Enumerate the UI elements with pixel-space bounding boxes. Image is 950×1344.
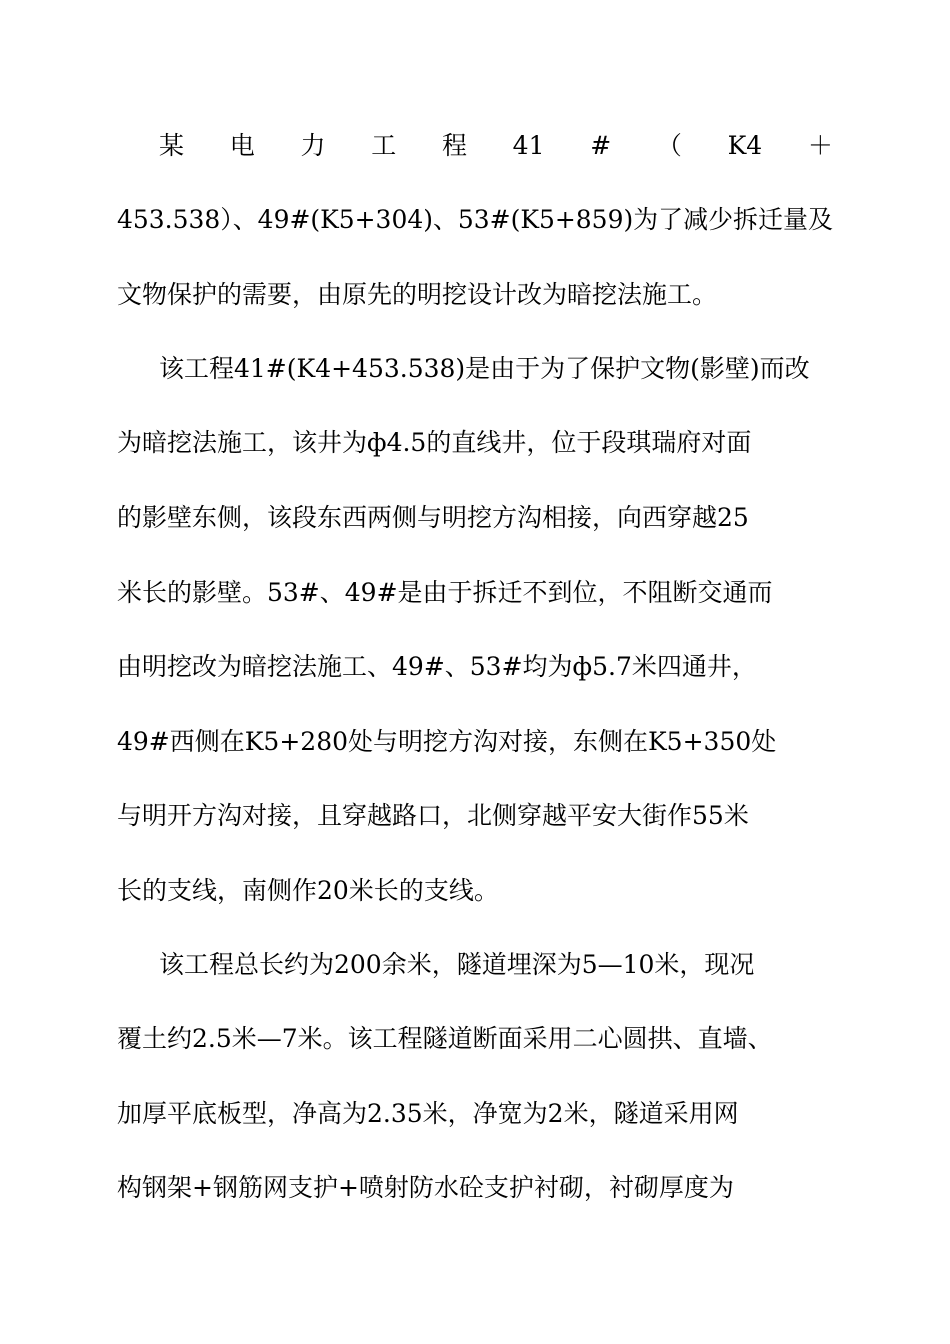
word: 电 — [229, 131, 255, 160]
word: 工 — [371, 131, 397, 160]
word: K4 — [727, 131, 763, 160]
paragraph-1-line-1 — [159, 131, 833, 161]
paragraph-1-line-3: 文物保护的需要，由原先的明挖设计改为暗挖法施工。 — [117, 280, 718, 309]
paragraph-2-line-6: 49#西侧在K5+280处与明挖方沟对接，东侧在K5+350处 — [117, 727, 777, 756]
word: 41 — [512, 131, 545, 160]
paragraph-2-line-3: 的影壁东侧，该段东西两侧与明挖方沟相接，向西穿越25 — [117, 503, 749, 532]
paragraph-3-line-3: 加厚平底板型，净高为2.35米，净宽为2米，隧道采用网 — [117, 1099, 739, 1128]
paragraph-1-line-2: 453.538）、49#(K5+304)、53#(K5+859)为了减少拆迁量及 — [117, 205, 833, 234]
word: 程 — [441, 131, 467, 160]
word: 力 — [300, 131, 326, 160]
paragraph-2-line-1: 该工程41#(K4+453.538)是由于为了保护文物(影壁)而改 — [159, 354, 810, 383]
word: （ — [656, 131, 682, 160]
word: 某 — [159, 131, 185, 160]
paragraph-2-line-8: 长的支线，南侧作20米长的支线。 — [117, 876, 499, 905]
word: # — [590, 131, 612, 160]
paragraph-3-line-4: 构钢架+钢筋网支护+喷射防水砼支护衬砌，衬砌厚度为 — [117, 1173, 734, 1202]
paragraph-2-line-7: 与明开方沟对接，且穿越路口，北侧穿越平安大街作55米 — [117, 801, 749, 830]
paragraph-3-line-1: 该工程总长约为200余米，隧道埋深为5—10米，现况 — [159, 950, 755, 979]
paragraph-3-line-2: 覆土约2.5米—7米。该工程隧道断面采用二心圆拱、直墙、 — [117, 1024, 773, 1053]
paragraph-2-line-4: 米长的影壁。53#、49#是由于拆迁不到位，不阻断交通而 — [117, 578, 773, 607]
paragraph-2-line-2: 为暗挖法施工，该井为ф4.5的直线井，位于段琪瑞府对面 — [117, 428, 752, 457]
paragraph-2-line-5: 由明挖改为暗挖法施工、49#、53#均为ф5.7米四通井， — [117, 652, 757, 681]
word: ＋ — [807, 131, 833, 160]
